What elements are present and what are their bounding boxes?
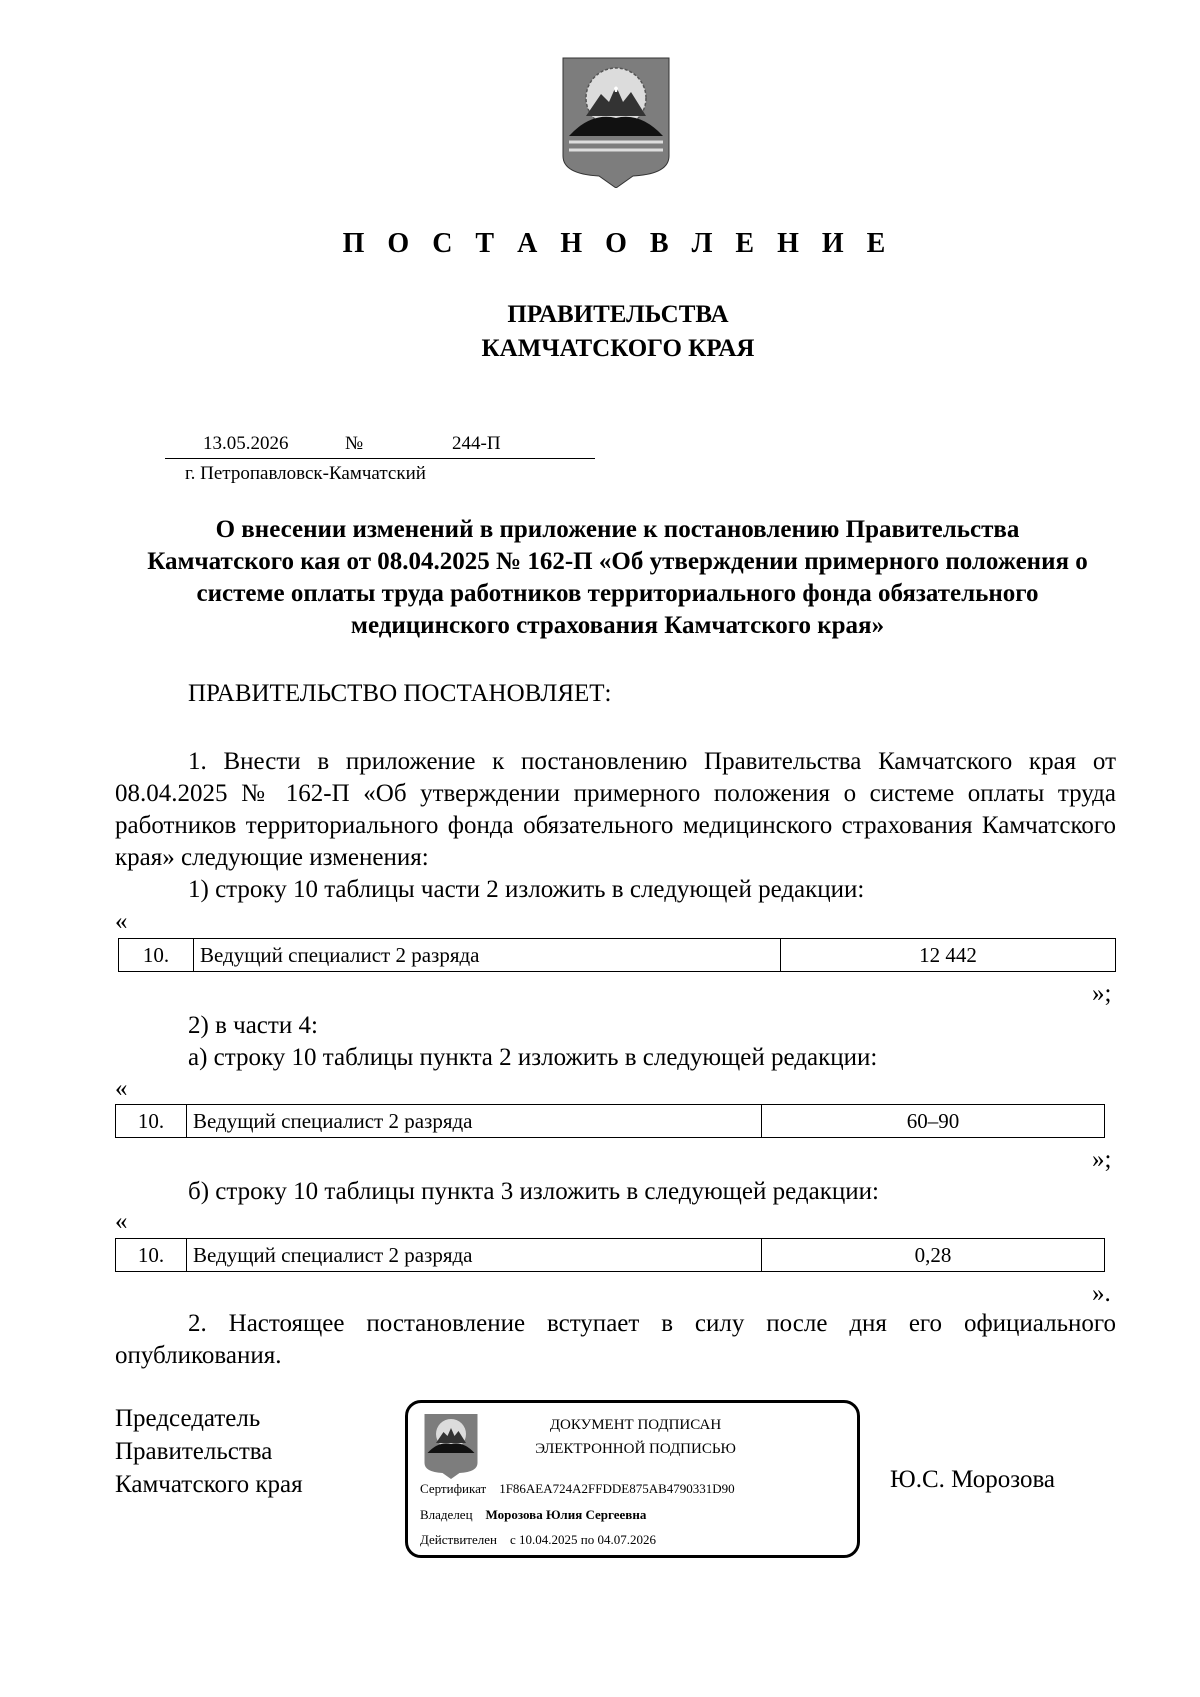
signatory-name: Ю.С. Морозова — [890, 1466, 1056, 1493]
paragraph-1-item-2b: б) строку 10 таблицы пункта 3 изложить в следующей редакции: — [188, 1178, 879, 1205]
validity-row — [420, 1532, 656, 1548]
electronic-signature-stamp — [405, 1400, 860, 1558]
organization-line-2: КАМЧАТСКОГО КРАЯ — [481, 335, 755, 362]
table-row — [116, 1105, 1105, 1138]
certificate-value: 1F86AEA724A2FFDDE875AB4790331D90 — [499, 1481, 735, 1496]
row-number: 10. — [119, 939, 194, 972]
signatory-line-2: Правительства — [115, 1438, 273, 1465]
number-sign: № — [345, 433, 364, 454]
paragraph-1-item-1: 1) строку 10 таблицы части 2 изложить в следующей редакции: — [188, 876, 865, 903]
validity-label: Действителен — [420, 1532, 497, 1547]
position-cell: Ведущий специалист 2 разряда — [194, 939, 781, 972]
value-cell: 12 442 — [781, 939, 1116, 972]
owner-value: Морозова Юлия Сергеевна — [485, 1507, 647, 1522]
certificate-label: Сертификат — [420, 1481, 487, 1496]
stamp-title-1: ДОКУМЕНТ ПОДПИСАН — [549, 1417, 722, 1433]
date-underline — [165, 458, 595, 459]
close-quote: »; — [1092, 980, 1112, 1007]
paragraph-2: 2. Настоящее постановление вступает в силу после дня его официального опубликования. — [115, 1310, 1116, 1369]
replacement-table-3 — [115, 1238, 1105, 1272]
document-title: П О С Т А Н О В Л Е Н И Е — [342, 228, 894, 259]
row-number: 10. — [116, 1105, 187, 1138]
row-number: 10. — [116, 1239, 187, 1272]
open-quote: « — [115, 1208, 128, 1235]
paragraph-1: 1. Внести в приложение к постановлению Правительства Камчатского края от 08.04.2025 № 162-П «Об утверждении примерного положения о системе оплаты труда работников территориального фонда обязательного медицинского страхования Камчатского края» следующие изменения: — [115, 748, 1116, 871]
certificate-row — [420, 1481, 735, 1497]
value-cell: 60–90 — [762, 1105, 1105, 1138]
table-row — [116, 1239, 1105, 1272]
position-cell: Ведущий специалист 2 разряда — [187, 1239, 762, 1272]
owner-label: Владелец — [420, 1507, 473, 1522]
close-quote: »; — [1092, 1146, 1112, 1173]
open-quote: « — [115, 1075, 128, 1102]
document-heading: О внесении изменений в приложение к постановлению Правительства Камчатского кая от 08.04.2025 № 162-П «Об утверждении примерного положения о системе оплаты труда работников территориального фонда обязательного медицинского страхования Камчатского края» — [147, 516, 1088, 639]
validity-value: с 10.04.2025 по 04.07.2026 — [509, 1532, 656, 1547]
organization-line-1: ПРАВИТЕЛЬСТВА — [507, 301, 729, 328]
owner-row — [420, 1507, 646, 1523]
table-row — [119, 939, 1116, 972]
date-number-line — [165, 433, 595, 459]
replacement-table-2 — [115, 1104, 1105, 1138]
signatory-line-3: Камчатского края — [115, 1471, 303, 1498]
signatory-title — [115, 1402, 303, 1501]
decree-statement: ПРАВИТЕЛЬСТВО ПОСТАНОВЛЯЕТ: — [188, 680, 612, 707]
stamp-title-2: ЭЛЕКТРОННОЙ ПОДПИСЬЮ — [535, 1441, 736, 1457]
open-quote: « — [115, 908, 128, 935]
position-cell: Ведущий специалист 2 разряда — [187, 1105, 762, 1138]
paragraph-1-item-2a: а) строку 10 таблицы пункта 2 изложить в следующей редакции: — [188, 1044, 878, 1071]
value-cell: 0,28 — [762, 1239, 1105, 1272]
paragraph-1-item-2: 2) в части 4: — [188, 1012, 318, 1039]
city: г. Петропавловск-Камчатский — [185, 463, 426, 484]
document-date: 13.05.2026 — [203, 433, 289, 454]
document-number: 244-П — [452, 433, 501, 454]
coat-of-arms-emblem — [561, 56, 671, 188]
replacement-table-1 — [118, 938, 1116, 972]
signatory-line-1: Председатель — [115, 1405, 261, 1432]
issuing-organization — [0, 298, 1200, 366]
close-quote: ». — [1092, 1280, 1111, 1307]
